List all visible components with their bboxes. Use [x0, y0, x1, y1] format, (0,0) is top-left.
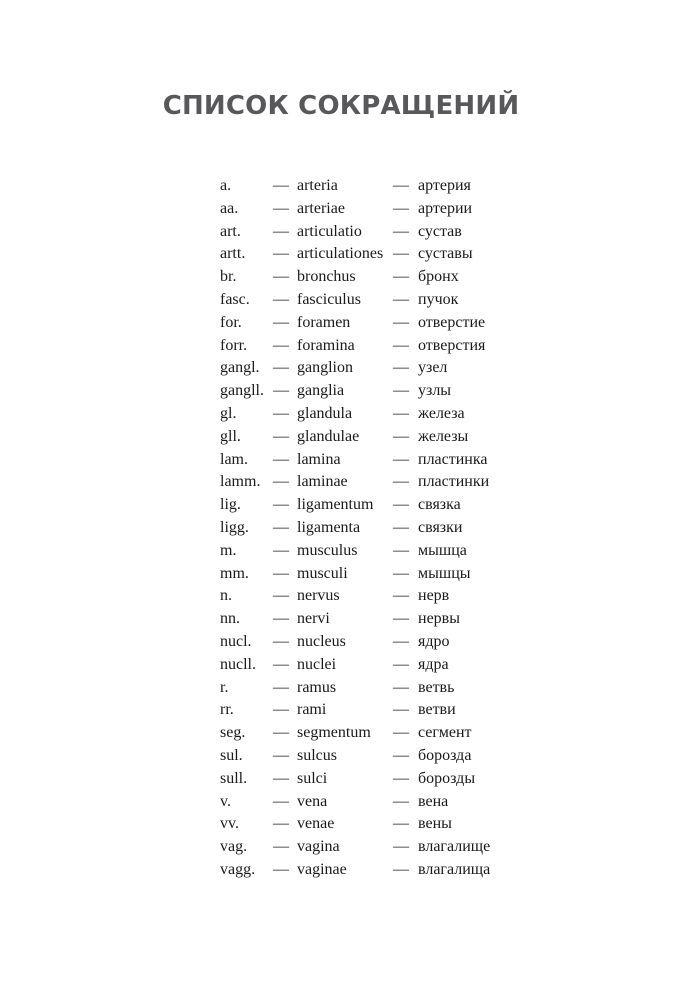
separator-dash: — [393, 564, 409, 582]
separator-dash: — [393, 769, 409, 787]
separator-dash: — [393, 518, 409, 536]
separator-dash: — [273, 427, 289, 445]
russian-term: борозды [418, 769, 476, 787]
abbreviation: rr. [220, 701, 234, 719]
separator-dash: — [393, 792, 409, 810]
russian-term: связки [418, 518, 463, 536]
separator-dash: — [393, 382, 409, 400]
abbreviation: art. [220, 222, 241, 240]
russian-term: бронх [418, 268, 459, 286]
separator-dash: — [393, 724, 409, 742]
separator-dash: — [273, 724, 289, 742]
abbreviation: v. [220, 792, 231, 810]
separator-dash: — [273, 177, 289, 194]
separator-dash: — [273, 313, 289, 331]
separator-dash: — [273, 792, 289, 810]
separator-dash: — [393, 450, 409, 468]
separator-dash: — [393, 404, 409, 422]
latin-term: articulationes [297, 245, 384, 263]
abbreviation: lam. [220, 450, 248, 468]
separator-dash: — [273, 290, 289, 308]
separator-dash: — [393, 496, 409, 514]
latin-term: sulcus [297, 746, 337, 764]
latin-term: ramus [297, 678, 337, 696]
russian-term: суставы [418, 245, 473, 263]
abbreviation: gl. [220, 404, 237, 422]
separator-dash: — [273, 336, 289, 354]
russian-term: узел [418, 359, 448, 377]
latin-term: lamina [297, 450, 341, 468]
latin-term: vaginae [297, 860, 347, 878]
russian-term: пучок [418, 290, 459, 308]
russian-term: мышца [418, 541, 467, 559]
latin-term: glandula [297, 404, 353, 422]
abbreviation: gll. [220, 427, 241, 445]
separator-dash: — [273, 632, 289, 650]
separator-dash: — [273, 860, 289, 878]
abbreviation: a. [220, 177, 232, 194]
separator-dash: — [393, 632, 409, 650]
separator-dash: — [273, 815, 289, 833]
separator-dash: — [273, 746, 289, 764]
latin-term: ganglia [297, 382, 345, 400]
latin-term: segmentum [297, 724, 371, 742]
abbreviation: sull. [220, 769, 248, 787]
russian-term: ядра [418, 655, 449, 673]
separator-dash: — [273, 678, 289, 696]
abbreviation: for. [220, 313, 242, 331]
separator-dash: — [393, 838, 409, 856]
separator-dash: — [273, 655, 289, 673]
latin-term: nucleus [297, 632, 346, 650]
separator-dash: — [273, 564, 289, 582]
latin-term: ligamentum [297, 496, 374, 514]
abbreviation: artt. [220, 245, 246, 263]
russian-term: пластинки [418, 473, 490, 491]
russian-term: ядро [418, 632, 450, 650]
separator-dash: — [273, 450, 289, 468]
separator-dash: — [393, 815, 409, 833]
separator-dash: — [393, 473, 409, 491]
abbreviation: nn. [220, 610, 240, 628]
latin-term: glandulae [297, 427, 360, 445]
latin-term: rami [297, 701, 327, 719]
latin-term: fasciculus [297, 290, 361, 308]
abbreviation: vagg. [220, 860, 256, 878]
russian-term: отверстия [418, 336, 486, 354]
separator-dash: — [393, 587, 409, 605]
abbreviation: gangll. [220, 382, 264, 400]
abbreviation: vag. [220, 838, 248, 856]
russian-term: железы [418, 427, 469, 445]
russian-term: влагалище [418, 838, 491, 856]
abbreviation: m. [220, 541, 237, 559]
russian-term: связка [418, 496, 461, 514]
separator-dash: — [393, 245, 409, 263]
separator-dash: — [393, 860, 409, 878]
russian-term: ветвь [418, 678, 455, 696]
separator-dash: — [393, 610, 409, 628]
russian-term: мышцы [418, 564, 471, 582]
abbreviation: seg. [220, 724, 246, 742]
separator-dash: — [273, 701, 289, 719]
abbreviation: lig. [220, 496, 241, 514]
abbreviation: br. [220, 268, 237, 286]
separator-dash: — [273, 473, 289, 491]
latin-term: laminae [297, 473, 348, 491]
russian-term: вена [418, 792, 449, 810]
latin-term: bronchus [297, 268, 356, 286]
russian-term: артерии [418, 199, 473, 217]
separator-dash: — [393, 313, 409, 331]
russian-term: ветви [418, 701, 456, 719]
separator-dash: — [273, 541, 289, 559]
latin-term: arteriae [297, 199, 345, 217]
russian-term: железа [418, 404, 465, 422]
separator-dash: — [273, 222, 289, 240]
separator-dash: — [393, 541, 409, 559]
separator-dash: — [393, 746, 409, 764]
separator-dash: — [273, 518, 289, 536]
abbreviation: vv. [220, 815, 239, 833]
russian-term: сустав [418, 222, 462, 240]
russian-term: нерв [418, 587, 450, 605]
separator-dash: — [393, 268, 409, 286]
abbreviation: forr. [220, 336, 248, 354]
abbreviation: mm. [220, 564, 249, 582]
russian-term: узлы [418, 382, 452, 400]
latin-term: ligamenta [297, 518, 361, 536]
latin-term: musculus [297, 541, 358, 559]
separator-dash: — [273, 838, 289, 856]
separator-dash: — [393, 655, 409, 673]
separator-dash: — [273, 268, 289, 286]
abbreviation: lamm. [220, 473, 261, 491]
separator-dash: — [273, 587, 289, 605]
separator-dash: — [393, 336, 409, 354]
latin-term: ganglion [297, 359, 353, 377]
russian-term: борозда [418, 746, 472, 764]
russian-term: отверстие [418, 313, 486, 331]
latin-term: musculi [297, 564, 348, 582]
separator-dash: — [393, 177, 409, 194]
abbreviation: gangl. [220, 359, 260, 377]
separator-dash: — [273, 610, 289, 628]
latin-term: vagina [297, 838, 340, 856]
separator-dash: — [393, 701, 409, 719]
latin-term: arteria [297, 177, 338, 194]
separator-dash: — [273, 404, 289, 422]
separator-dash: — [273, 245, 289, 263]
russian-term: пластинка [418, 450, 488, 468]
separator-dash: — [273, 769, 289, 787]
latin-term: foramen [297, 313, 351, 331]
separator-dash: — [393, 359, 409, 377]
abbreviation: sul. [220, 746, 243, 764]
separator-dash: — [393, 427, 409, 445]
latin-term: sulci [297, 769, 328, 787]
latin-term: foramina [297, 336, 355, 354]
page-title: СПИСОК СОКРАЩЕНИЙ [162, 91, 520, 121]
abbreviation: aa. [220, 199, 239, 217]
abbreviation: n. [220, 587, 232, 605]
separator-dash: — [273, 359, 289, 377]
latin-term: articulatio [297, 222, 362, 240]
latin-term: venae [297, 815, 335, 833]
separator-dash: — [393, 290, 409, 308]
russian-term: влагалища [418, 860, 491, 878]
latin-term: nervus [297, 587, 340, 605]
latin-term: nervi [297, 610, 330, 628]
abbreviation: nucll. [220, 655, 256, 673]
abbreviation: fasc. [220, 290, 250, 308]
separator-dash: — [393, 222, 409, 240]
russian-term: сегмент [418, 724, 472, 742]
abbreviation: nucl. [220, 632, 252, 650]
latin-term: vena [297, 792, 328, 810]
separator-dash: — [273, 199, 289, 217]
russian-term: артерия [418, 177, 471, 194]
abbreviation: ligg. [220, 518, 249, 536]
separator-dash: — [393, 199, 409, 217]
abbreviation: r. [220, 678, 229, 696]
russian-term: нервы [418, 610, 460, 628]
separator-dash: — [273, 382, 289, 400]
separator-dash: — [273, 496, 289, 514]
russian-term: вены [418, 815, 452, 833]
latin-term: nuclei [297, 655, 337, 673]
separator-dash: — [393, 678, 409, 696]
